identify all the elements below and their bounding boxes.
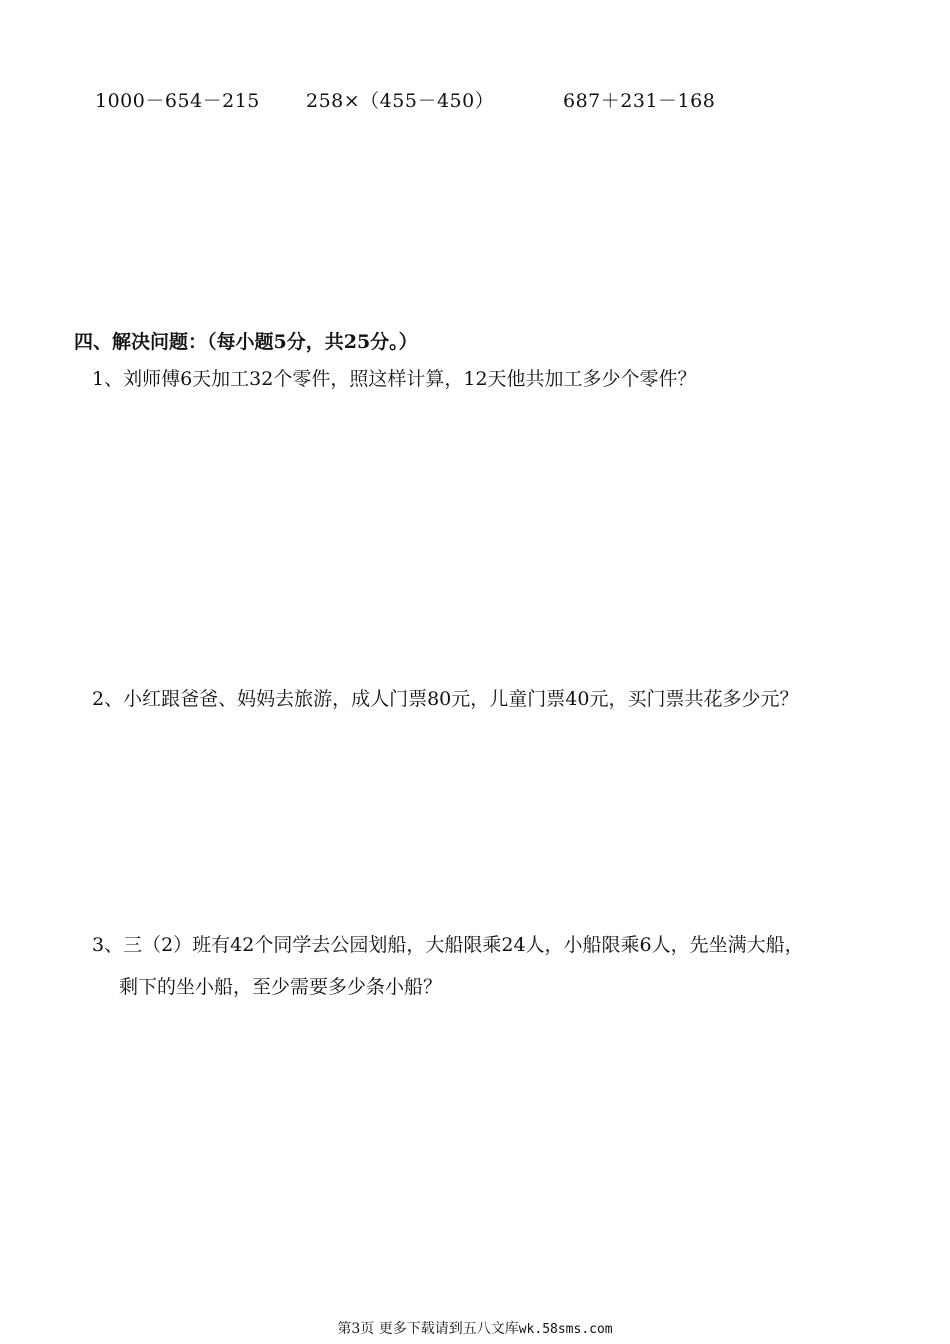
page-number: 第3页: [337, 1321, 375, 1337]
problem-2: [92, 678, 798, 720]
problem-3-text-line1: 3、三（2）班有42个同学去公园划船，大船限乘24人，小船限乘6人，先坐满大船，: [92, 934, 804, 956]
section-four-heading: 四、解决问题：（每小题5分，共25分。）: [74, 331, 418, 353]
problem-3: [92, 924, 804, 1008]
problem-1-text: 1、刘师傅6天加工32个零件，照这样计算，12天他共加工多少个零件？: [92, 368, 697, 390]
problem-2-text: 2、小红跟爸爸、妈妈去旅游，成人门票80元，儿童门票40元，买门票共花多少元？: [92, 688, 799, 710]
calculation-2: 258×（455－450）: [306, 90, 495, 112]
footer-promo: 更多下载请到五八文库: [378, 1321, 519, 1337]
calculation-1: 1000－654－215: [95, 90, 260, 112]
calculation-3: 687＋231－168: [563, 90, 716, 112]
page-footer: [0, 1318, 950, 1338]
calculation-row: [0, 86, 950, 116]
footer-site-link[interactable]: wk.58sms.com: [518, 1322, 613, 1337]
problem-1: [92, 358, 697, 400]
problem-3-text-line2: 剩下的坐小船，至少需要多少条小船？: [119, 976, 443, 998]
